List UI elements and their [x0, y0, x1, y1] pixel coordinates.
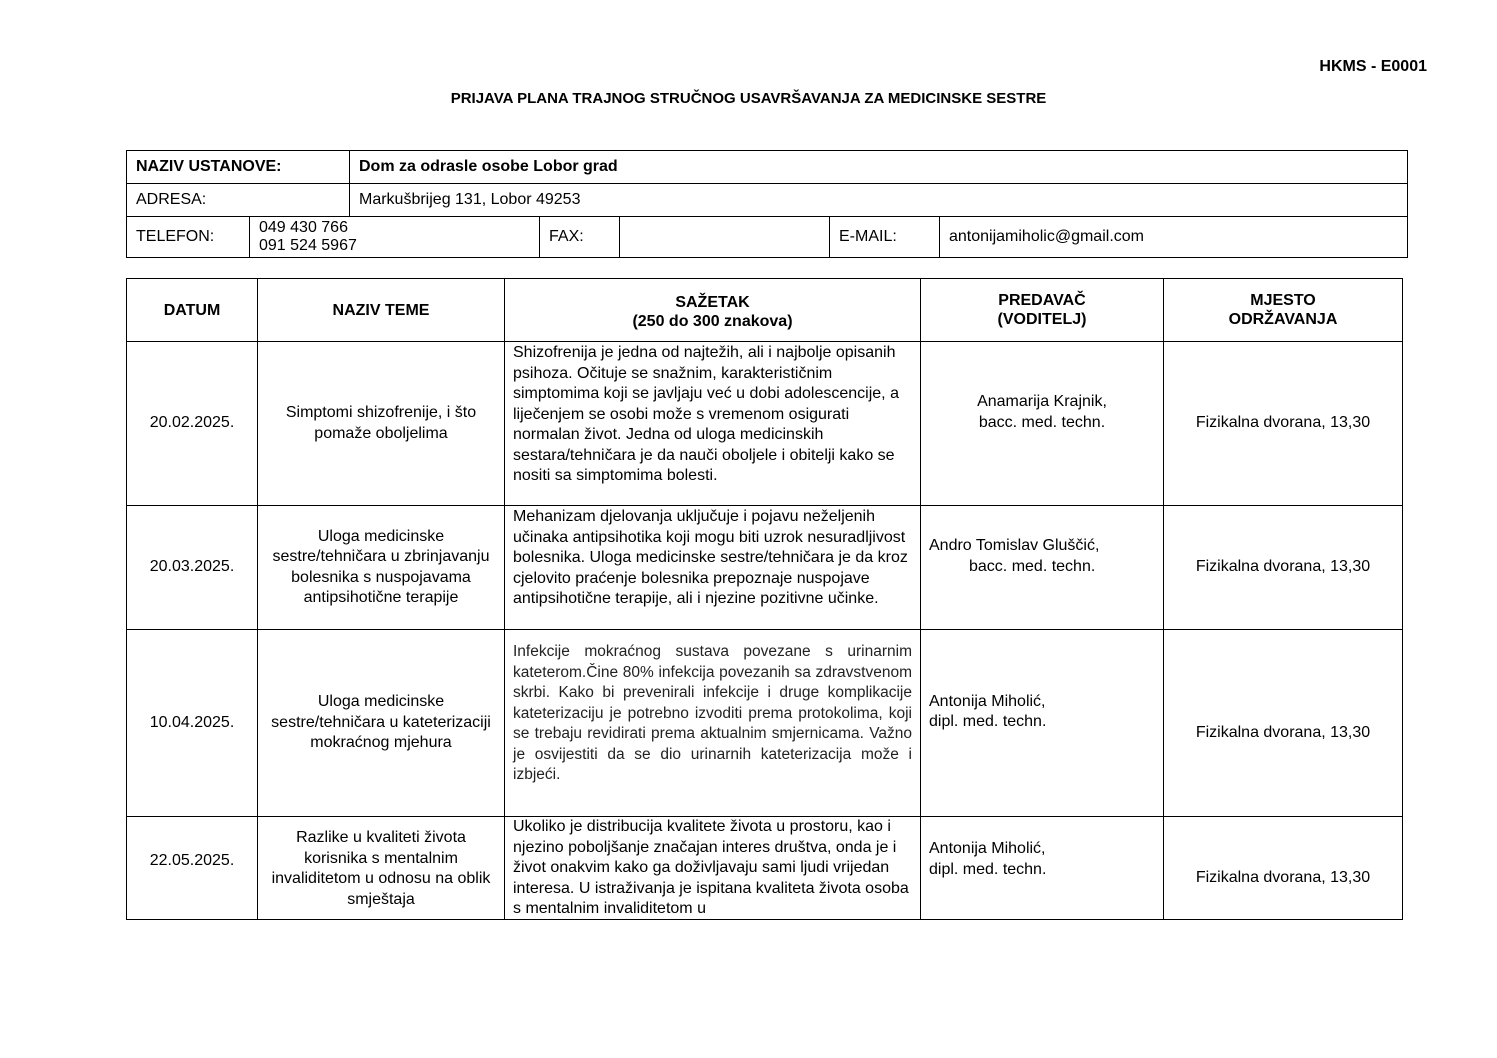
institution-name-value: Dom za odrasle osobe Lobor grad [350, 151, 1408, 184]
header-summary [505, 279, 921, 342]
header-lecturer-note: (VODITELJ) [997, 311, 1087, 328]
form-code: HKMS - E0001 [1319, 58, 1427, 75]
header-topic: NAZIV TEME [258, 279, 505, 342]
row-summary: Shizofrenija je jedna od najtežih, ali i najbolje opisanih psihoza. Očituje se snažnim, karakterističnim simptomima koji se javljaju već u dobi adolescencije, a liječenjem se osobi može s vremenom osigurati normalan život. Jedna od uloga medicinskih sestara/tehničara je da nauči oboljele i obitelji kako se nositi sa simptomima bolesti. [505, 342, 921, 506]
institution-name-label: NAZIV USTANOVE: [127, 151, 350, 184]
row-lecturer [921, 817, 1164, 920]
address-label: ADRESA: [127, 184, 350, 217]
row-location: Fizikalna dvorana, 13,30 [1164, 506, 1403, 630]
row-lecturer-name: Antonija Miholić, [929, 692, 1046, 710]
row-summary [505, 817, 921, 920]
email-label: E-MAIL: [830, 217, 940, 258]
header-date: DATUM [127, 279, 258, 342]
row-date: 10.04.2025. [127, 630, 258, 817]
header-lecturer [921, 279, 1164, 342]
header-lecturer-title: PREDAVAČ [998, 292, 1086, 309]
plan-header-row [127, 279, 1403, 342]
header-location [1164, 279, 1403, 342]
row-lecturer [921, 506, 1164, 630]
fax-value [620, 217, 830, 258]
row-summary: Infekcije mokraćnog sustava povezane s urinarnim kateterom.Čine 80% infekcija povezanih sa zdravstvenom skrbi. Kako bi prevenirali infekcije i druge komplikacije kateterizaciju je potrebno izvoditi prema protokolima, koji se trebaju revidirati prema aktualnim smjernicama. Važno je osvijestiti da se dio urinarnih kateterizacija može i izbjeći. [505, 630, 921, 817]
row-summary: Mehanizam djelovanja uključuje i pojavu neželjenih učinaka antipsihotika koji mogu biti uzrok nesuradljivost bolesnika. Uloga medicinske sestre/tehničara je da kroz cjelovito praćenje bolesnika prepoznaje nuspojave antipsihotične terapije, ali i njezine pozitivne učinke. [505, 506, 921, 630]
row-topic: Uloga medicinske sestre/tehničara u zbrinjavanju bolesnika s nuspojavama antipsihotične terapije [258, 506, 505, 630]
header-location-line-2: ODRŽAVANJA [1228, 311, 1338, 328]
row-location: Fizikalna dvorana, 13,30 [1164, 630, 1403, 817]
row-lecturer-name: Andro Tomislav Gluščić, [929, 537, 1100, 554]
row-location: Fizikalna dvorana, 13,30 [1164, 342, 1403, 506]
phone-value-2: 091 524 5967 [259, 237, 357, 254]
header-location-line-1: MJESTO [1250, 292, 1316, 309]
row-lecturer-title: dipl. med. techn. [929, 713, 1047, 730]
row-topic: Simptomi shizofrenije, i što pomaže oboljelima [258, 342, 505, 506]
row-lecturer [921, 342, 1164, 506]
row-lecturer [921, 630, 1164, 817]
phone-value-1: 049 430 766 [259, 219, 348, 236]
address-value: Markušbrijeg 131, Lobor 49253 [350, 184, 1408, 217]
table-row [127, 630, 1403, 817]
institution-table [126, 150, 1408, 258]
fax-label: FAX: [540, 217, 620, 258]
plan-table [126, 278, 1403, 920]
table-row [127, 506, 1403, 630]
page-title: PRIJAVA PLANA TRAJNOG STRUČNOG USAVRŠAVANJA ZA MEDICINSKE SESTRE [450, 90, 1047, 107]
row-topic: Uloga medicinske sestre/tehničara u kateterizaciji mokraćnog mjehura [258, 630, 505, 817]
row-lecturer-title: bacc. med. techn. [978, 413, 1106, 431]
phone-value [250, 217, 540, 258]
row-lecturer-name: Anamarija Krajnik, [977, 393, 1107, 410]
row-date: 20.02.2025. [127, 342, 258, 506]
row-summary-text: Ukoliko je distribucija kvalitete života u prostoru, kao i njezino poboljšanje značajan interes društva, onda je i život onakvim kako ga doživljavaju sami ljudi vrijedan interesa. U istraživanja je ispitana kvaliteta života osoba s mentalnim invaliditetom u [513, 818, 909, 917]
row-lecturer-title: dipl. med. techn. [929, 860, 1047, 878]
phone-label: TELEFON: [127, 217, 250, 258]
table-row [127, 342, 1403, 506]
table-row [127, 817, 1403, 920]
email-value: antonijamiholic@gmail.com [940, 217, 1408, 258]
row-date: 20.03.2025. [127, 506, 258, 630]
header-summary-note: (250 do 300 znakova) [632, 313, 793, 330]
row-topic: Razlike u kvaliteti života korisnika s mentalnim invaliditetom u odnosu na oblik smještaja [258, 817, 505, 920]
row-date: 22.05.2025. [127, 817, 258, 920]
row-location: Fizikalna dvorana, 13,30 [1164, 817, 1403, 920]
header-summary-title: SAŽETAK [675, 294, 750, 311]
row-lecturer-name: Antonija Miholić, [929, 840, 1046, 857]
row-lecturer-title: bacc. med. techn. [969, 557, 1096, 575]
